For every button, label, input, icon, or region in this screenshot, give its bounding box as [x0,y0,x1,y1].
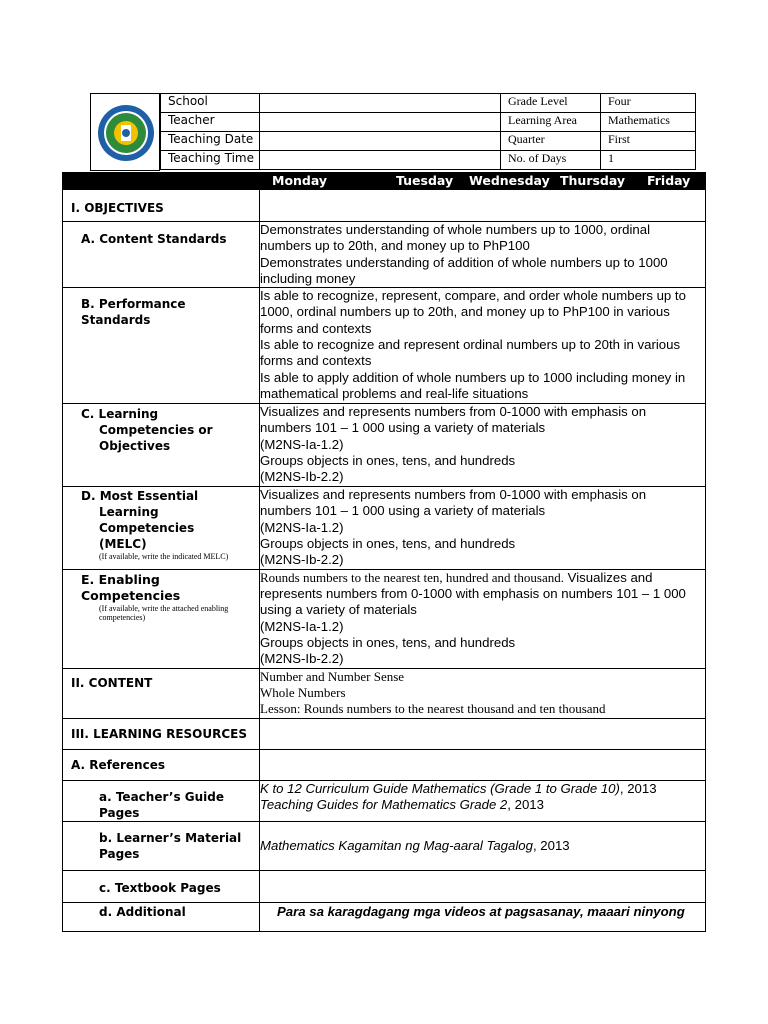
teachers-guide-label-line: Pages [99,805,140,820]
melc-heading [63,487,260,569]
learners-material-label: b. Learner’s Material [99,830,242,845]
textbook-label: c. Textbook Pages [99,880,221,895]
melc-label-line: (MELC) [99,537,147,552]
table-row [63,668,706,718]
teachers-guide-text [260,780,706,821]
table-row [63,902,706,931]
quarter-label: Quarter [501,132,601,151]
text-line: (M2NS-Ia-1.2) [260,519,344,535]
melc-label: D. Most Essential [81,489,199,504]
performance-standards-label: B. Performance Standards [81,297,186,328]
text-line: forms and contexts [260,353,372,369]
text-line: (M2NS-Ib-2.2) [260,651,344,667]
text-line: Visualizes and represents numbers from 0-1000 with emphasis on [260,404,647,420]
text-line: Lesson: Rounds numbers to the nearest thousand and ten thousand [260,701,606,717]
no-of-days-value: 1 [601,151,696,170]
reference-year: , 2013 [619,780,657,796]
content-label: II. CONTENT [71,675,153,690]
learning-area-label: Learning Area [501,113,601,132]
reference-title: Mathematics Kagamitan ng Mag-aaral Tagalog [260,837,533,853]
reference-title: Teaching Guides for Mathematics Grade 2 [260,796,508,812]
text-line: numbers up to 20th, and money up to PhP100 [260,238,530,254]
logo-cell [90,93,160,171]
text-line: Visualizes and represents numbers from 0-1000 with emphasis on [260,487,647,503]
text-line: Is able to recognize, represent, compare, and order whole numbers up to [260,288,686,304]
references-label: A. References [71,757,165,772]
text-line: (M2NS-Ia-1.2) [260,618,344,634]
day-friday: Friday [647,173,691,188]
additional-heading [63,902,260,931]
teaching-time-label: Teaching Time [161,151,260,170]
text-line: forms and contexts [260,320,372,336]
teachers-guide-heading [63,780,260,821]
table-row [63,190,706,222]
text-line: including money [260,270,356,286]
melc-note: (If available, write the indicated MELC) [99,552,229,562]
table-row [63,718,706,749]
teacher-value [260,113,501,132]
text-line: Groups objects in ones, tens, and hundreds [260,453,516,469]
reference-year: , 2013 [532,837,570,853]
table-row [63,222,706,288]
additional-text: Para sa karagdagang mga videos at pagsasanay, maaari ninyong [277,903,685,919]
learning-resources-label: III. LEARNING RESOURCES [71,726,247,741]
table-row [63,780,706,821]
melc-text [260,487,706,569]
learning-competencies-text [260,404,706,487]
enabling-label: E. Enabling [81,571,160,587]
content-standards-text [260,222,706,288]
text-line: using a variety of materials [260,602,417,618]
learning-resources-heading [63,718,260,749]
teaching-date-value [260,132,501,151]
enabling-label-line: Competencies [81,587,181,603]
teachers-guide-label: a. Teacher’s Guide [99,789,224,804]
text-line: (M2NS-Ib-2.2) [260,552,344,568]
text-line: Demonstrates understanding of whole numbers up to 1000, ordinal [260,222,651,237]
learning-competencies-label-line: Objectives [99,439,171,454]
table-row [63,487,706,569]
performance-standards-heading [63,288,260,404]
teacher-label: Teacher [161,113,260,132]
teaching-time-value [260,151,501,170]
objectives-cell [260,190,706,222]
learners-material-heading [63,821,260,870]
text-line: Visualizes and [564,569,653,585]
melc-label-line: Learning [99,505,159,520]
table-row [63,821,706,870]
objectives-label: I. OBJECTIVES [71,201,164,215]
learning-competencies-label-line: Competencies or [99,423,213,438]
text-line: Whole Numbers [260,684,346,700]
text-line: 1000, ordinal numbers up to 20th, and money up to PhP100 in various [260,304,670,320]
table-row [63,749,706,780]
text-line: (M2NS-Ia-1.2) [260,436,344,452]
learners-material-text [260,821,706,870]
learning-competencies-label: C. Learning [81,407,159,422]
header-info-table [160,93,696,170]
weekday-bar [62,172,706,189]
text-line: numbers 101 – 1 000 using a variety of materials [260,503,546,519]
day-tuesday: Tuesday [396,173,454,188]
text-line: mathematical problems and real-life situations [260,385,529,401]
no-of-days-label: No. of Days [501,151,601,170]
grade-level-label: Grade Level [501,94,601,113]
learners-material-label-line: Pages [99,846,140,861]
content-standards-label: A. Content Standards [81,232,227,246]
text-line: Is able to apply addition of whole numbers up to 1000 including money in [260,369,686,385]
text-line: represents numbers from 0-1000 with emphasis on numbers 101 – 1 000 [260,585,686,601]
grade-level-value: Four [601,94,696,113]
text-line: Demonstrates understanding of addition of whole numbers up to 1000 [260,254,668,270]
enabling-heading [63,569,260,668]
learning-competencies-heading [63,404,260,487]
textbook-heading [63,870,260,902]
day-thursday: Thursday [560,173,626,188]
day-wednesday: Wednesday [469,173,550,188]
learning-resources-cell [260,718,706,749]
reference-title: K to 12 Curriculum Guide Mathematics (Grade 1 to Grade 10) [260,780,620,796]
text-line: Number and Number Sense [260,668,405,684]
additional-text-cell [260,902,706,931]
objectives-heading [63,190,260,222]
table-row [63,404,706,487]
table-row [63,288,706,404]
performance-standards-text [260,288,706,404]
enabling-note: (If available, write the attached enabling [99,603,229,613]
text-line: (M2NS-Ib-2.2) [260,469,344,485]
enabling-text [260,569,706,668]
text-line: Groups objects in ones, tens, and hundreds [260,536,516,552]
additional-label: d. Additional [99,904,186,919]
learning-area-value: Mathematics [601,113,696,132]
content-text [260,668,706,718]
text-line: Rounds numbers to the nearest ten, hundred and thousand. [260,569,564,585]
reference-year: , 2013 [507,796,544,812]
text-line: Groups objects in ones, tens, and hundreds [260,634,516,650]
references-heading [63,749,260,780]
quarter-value: First [601,132,696,151]
enabling-note: competencies) [99,612,146,622]
text-line: Is able to recognize and represent ordinal numbers up to 20th in various [260,337,681,353]
table-row [63,569,706,668]
teaching-date-label: Teaching Date [161,132,260,151]
content-heading [63,668,260,718]
text-line: numbers 101 – 1 000 using a variety of materials [260,420,546,436]
textbook-cell [260,870,706,902]
school-value [260,94,501,113]
lesson-plan-table [62,189,706,932]
content-standards-heading [63,222,260,288]
melc-label-line: Competencies [99,521,195,536]
references-cell [260,749,706,780]
division-seal-logo [97,103,155,163]
school-label: School [161,94,260,113]
day-monday: Monday [272,173,328,188]
table-row [63,870,706,902]
